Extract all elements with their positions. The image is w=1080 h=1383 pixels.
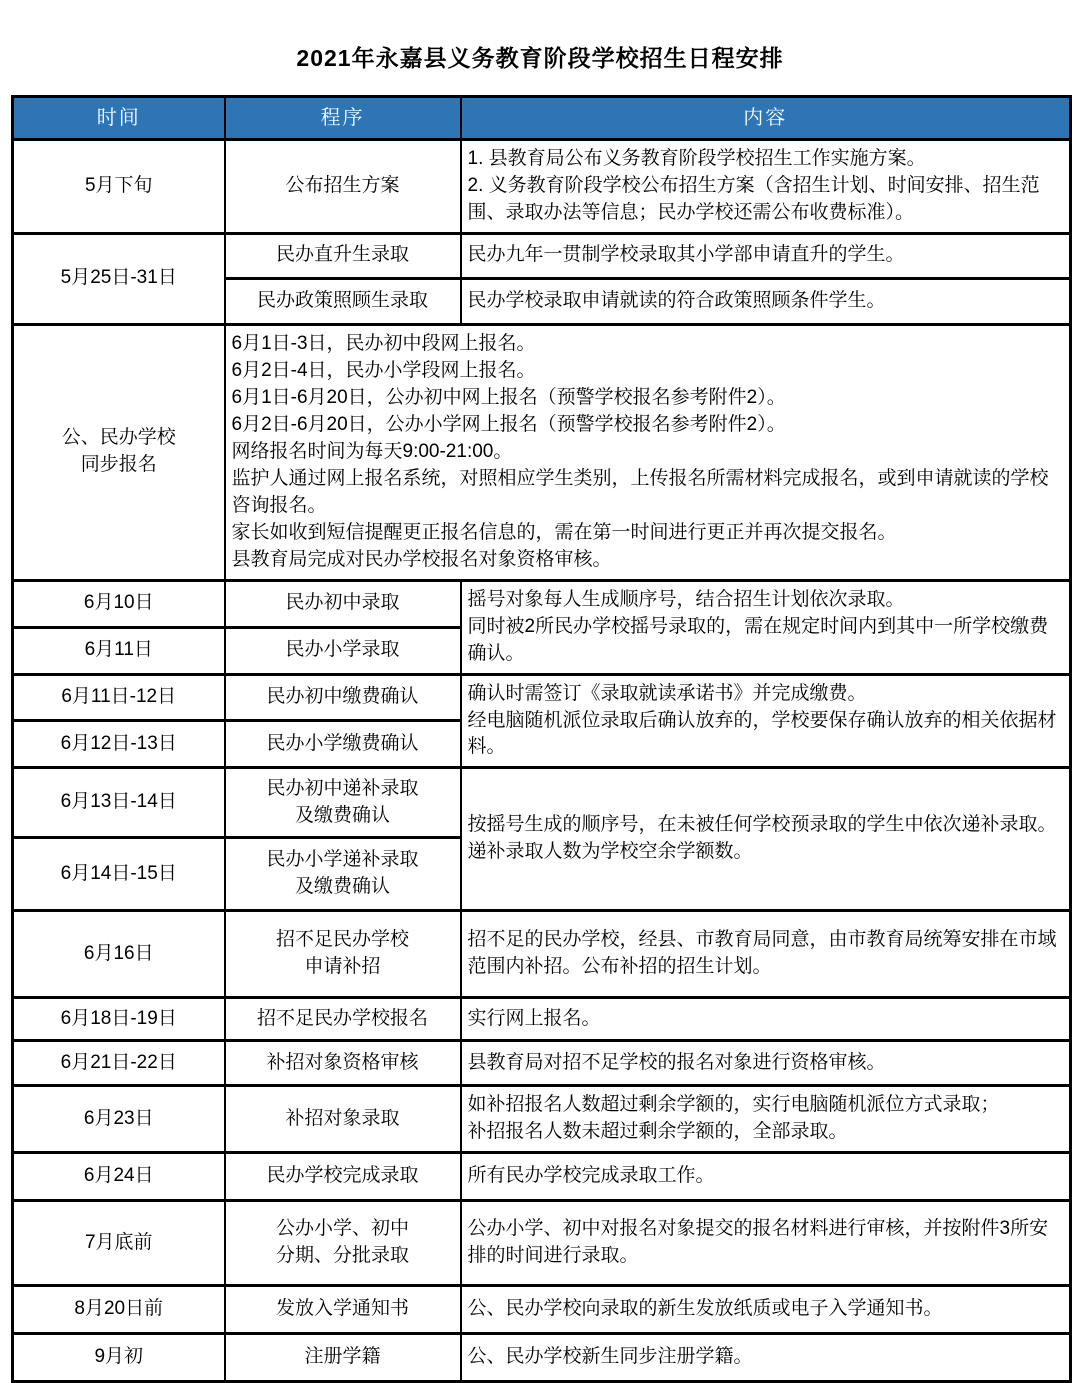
page-title: 2021年永嘉县义务教育阶段学校招生日程安排 xyxy=(296,45,784,71)
time-cell: 7月底前 xyxy=(13,1201,225,1286)
content-cell: 6月1日-3日，民办初中段网上报名。 6月2日-4日，民办小学段网上报名。 6月1日-6月20日，公办初中网上报名（预警学校报名参考附件2）。 6月2日-6月20日，公办小学网上报名（预警学校报名参考附件2）。 网络报名时间为每天9:00-21:00。 监护人通过网上报名系统，对照相应学生类别，上传报名所需材料完成报名，或到申请就读的学校咨询报名。 家长如收到短信提醒更正报名信息的，需在第一时间进行更正并再次提交报名。 县教育局完成对民办学校报名对象资格审核。 xyxy=(225,324,1071,580)
time-cell: 6月16日 xyxy=(13,911,225,998)
procedure-cell: 民办初中递补录取 及缴费确认 xyxy=(225,768,461,838)
content-cell: 公、民办学校新生同步注册学籍。 xyxy=(461,1334,1071,1382)
schedule-table-head-row xyxy=(13,97,1071,140)
table-row xyxy=(13,1334,1071,1382)
content-cell: 县教育局对招不足学校的报名对象进行资格审核。 xyxy=(461,1041,1071,1086)
schedule-table xyxy=(11,95,1072,1383)
time-cell: 6月21日-22日 xyxy=(13,1041,225,1086)
content-cell: 摇号对象每人生成顺序号，结合招生计划依次录取。 同时被2所民办学校摇号录取的，需在规定时间内到其中一所学校缴费确认。 xyxy=(461,580,1071,674)
procedure-cell: 民办初中录取 xyxy=(225,580,461,627)
time-cell: 6月13日-14日 xyxy=(13,768,225,838)
time-cell: 6月23日 xyxy=(13,1086,225,1153)
procedure-cell: 注册学籍 xyxy=(225,1334,461,1382)
time-cell: 9月初 xyxy=(13,1334,225,1382)
table-row xyxy=(13,1086,1071,1153)
table-row xyxy=(13,768,1071,838)
table-row xyxy=(13,1201,1071,1286)
content-cell: 民办九年一贯制学校录取其小学部申请直升的学生。 xyxy=(461,233,1071,278)
content-cell: 实行网上报名。 xyxy=(461,998,1071,1041)
procedure-cell: 民办小学递补录取 及缴费确认 xyxy=(225,838,461,911)
table-row xyxy=(13,233,1071,278)
content-cell: 按摇号生成的顺序号，在未被任何学校预录取的学生中依次递补录取。递补录取人数为学校空余学额数。 xyxy=(461,768,1071,911)
time-cell: 8月20日前 xyxy=(13,1286,225,1334)
time-cell: 6月14日-15日 xyxy=(13,838,225,911)
table-row xyxy=(13,1286,1071,1334)
procedure-cell: 补招对象录取 xyxy=(225,1086,461,1153)
procedure-cell: 民办初中缴费确认 xyxy=(225,674,461,720)
content-cell: 公办小学、初中对报名对象提交的报名材料进行审核，并按附件3所安排的时间进行录取。 xyxy=(461,1201,1071,1286)
column-header-2: 内容 xyxy=(461,97,1071,140)
procedure-cell: 招不足民办学校报名 xyxy=(225,998,461,1041)
content-cell: 确认时需签订《录取就读承诺书》并完成缴费。 经电脑随机派位录取后确认放弃的，学校要保存确认放弃的相关依据材料。 xyxy=(461,674,1071,768)
time-cell: 6月12日-13日 xyxy=(13,720,225,767)
column-header-1: 程序 xyxy=(225,97,461,140)
table-row xyxy=(13,674,1071,720)
content-cell: 如补招报名人数超过剩余学额的，实行电脑随机派位方式录取； 补招报名人数未超过剩余学额的，全部录取。 xyxy=(461,1086,1071,1153)
content-cell: 公、民办学校向录取的新生发放纸质或电子入学通知书。 xyxy=(461,1286,1071,1334)
time-cell: 6月10日 xyxy=(13,580,225,627)
table-row xyxy=(13,580,1071,627)
procedure-cell: 民办学校完成录取 xyxy=(225,1153,461,1201)
procedure-cell: 补招对象资格审核 xyxy=(225,1041,461,1086)
procedure-cell: 发放入学通知书 xyxy=(225,1286,461,1334)
time-cell: 6月18日-19日 xyxy=(13,998,225,1041)
time-cell: 公、民办学校 同步报名 xyxy=(13,324,225,580)
procedure-cell: 招不足民办学校 申请补招 xyxy=(225,911,461,998)
time-cell: 5月下旬 xyxy=(13,140,225,234)
schedule-table-body xyxy=(13,140,1071,1382)
time-cell: 6月11日-12日 xyxy=(13,674,225,720)
content-cell: 1. 县教育局公布义务教育阶段学校招生工作实施方案。 2. 义务教育阶段学校公布招生方案（含招生计划、时间安排、招生范围、录取办法等信息；民办学校还需公布收费标准）。 xyxy=(461,140,1071,234)
time-cell: 6月11日 xyxy=(13,627,225,674)
procedure-cell: 民办政策照顾生录取 xyxy=(225,278,461,324)
table-row xyxy=(13,911,1071,998)
procedure-cell: 民办小学录取 xyxy=(225,627,461,674)
content-cell: 招不足的民办学校，经县、市教育局同意，由市教育局统筹安排在市域范围内补招。公布补招的招生计划。 xyxy=(461,911,1071,998)
time-cell: 6月24日 xyxy=(13,1153,225,1201)
procedure-cell: 民办小学缴费确认 xyxy=(225,720,461,767)
table-row xyxy=(13,1153,1071,1201)
table-row xyxy=(13,1041,1071,1086)
table-row xyxy=(13,140,1071,234)
procedure-cell: 公布招生方案 xyxy=(225,140,461,234)
procedure-cell: 民办直升生录取 xyxy=(225,233,461,278)
time-cell: 5月25日-31日 xyxy=(13,233,225,324)
content-cell: 民办学校录取申请就读的符合政策照顾条件学生。 xyxy=(461,278,1071,324)
column-header-0: 时间 xyxy=(13,97,225,140)
content-cell: 所有民办学校完成录取工作。 xyxy=(461,1153,1071,1201)
table-row xyxy=(13,998,1071,1041)
procedure-cell: 公办小学、初中 分期、分批录取 xyxy=(225,1201,461,1286)
table-row xyxy=(13,324,1071,580)
